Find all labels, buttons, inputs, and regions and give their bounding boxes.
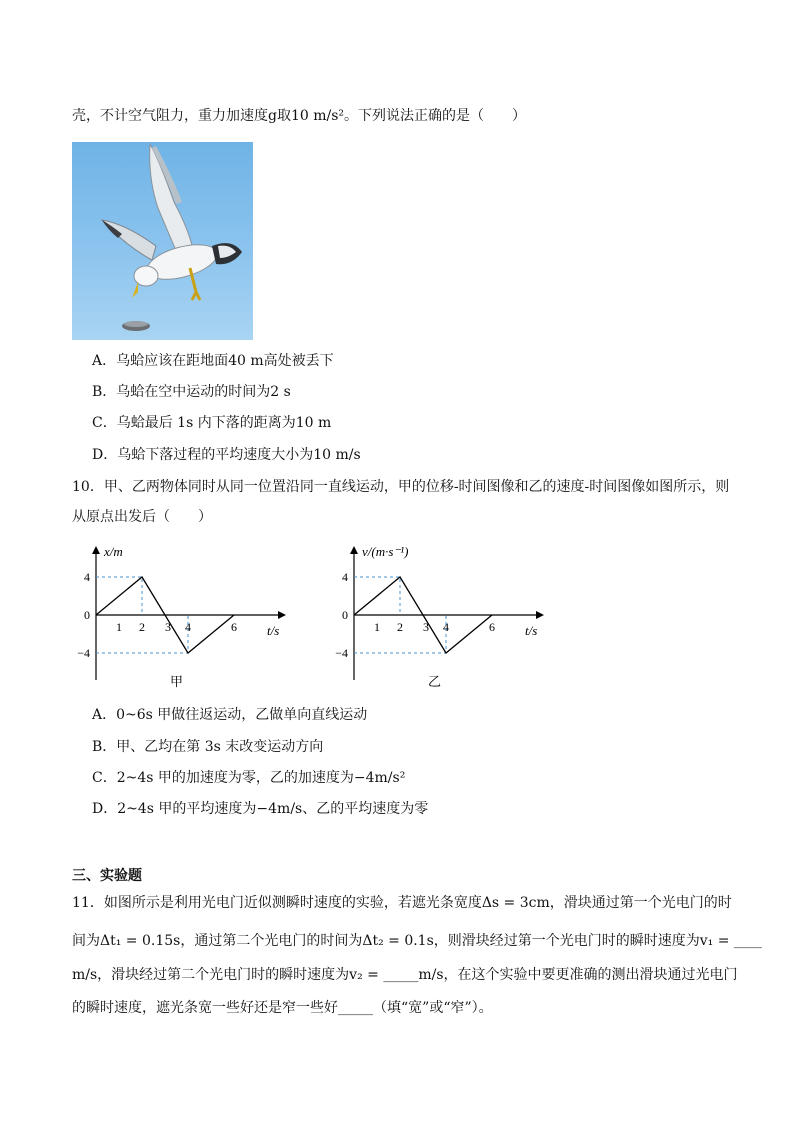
x-tick-label: 6 <box>489 620 495 634</box>
y-axis-arrow <box>92 546 100 554</box>
chart-yi <box>330 538 570 693</box>
q9-option-a: A．乌蛤应该在距地面40 m高处被丢下 <box>92 353 334 369</box>
seagull-photo <box>72 142 253 340</box>
chart-caption: 乙 <box>427 674 442 689</box>
x-tick-label: 6 <box>231 620 237 634</box>
y-axis-label: x/m <box>104 544 123 559</box>
y-axis-arrow <box>350 546 358 554</box>
q9-option-b: B．乌蛤在空中运动的时间为2 s <box>92 384 291 400</box>
y-tick-label: 0 <box>342 608 348 622</box>
chart-jia <box>72 538 312 693</box>
q11-line2: 间为Δt₁ = 0.15s，通过第二个光电门的时间为Δt₂ = 0.1s，则滑块经过第一个光电门时的瞬时速度为v₁ = ____ <box>72 933 762 949</box>
y-tick-label: −4 <box>77 646 90 660</box>
x-axis-label: t/s <box>267 623 280 638</box>
q10-stem-line1: 10．甲、乙两物体同时从同一位置沿同一直线运动，甲的位移-时间图像和乙的速度-时间图像如图所示，则 <box>72 479 730 495</box>
x-axis-arrow <box>536 611 544 619</box>
chart-caption: 甲 <box>169 674 184 689</box>
x-tick-label: 1 <box>116 620 122 634</box>
q11-line4: 的瞬时速度，遮光条宽一些好还是窄一些好_____（填“宽”或“窄”）。 <box>72 1000 493 1016</box>
x-tick-label: 3 <box>165 620 171 634</box>
y-tick-label: 4 <box>342 570 348 584</box>
q10-stem-line2: 从原点出发后（ ） <box>72 509 212 525</box>
q10-option-c: C．2~4s 甲的加速度为零，乙的加速度为−4m/s² <box>92 770 406 786</box>
seagull-illustration <box>72 142 253 340</box>
q10-option-d: D．2~4s 甲的平均速度为−4m/s、乙的平均速度为零 <box>92 801 429 817</box>
x-tick-label: 2 <box>397 620 403 634</box>
x-axis-arrow <box>278 611 286 619</box>
section-title: 三、实验题 <box>72 868 142 884</box>
y-tick-label: 0 <box>84 608 90 622</box>
q10-option-a: A．0~6s 甲做往返运动，乙做单向直线运动 <box>92 707 368 723</box>
q9-option-d: D．乌蛤下落过程的平均速度大小为10 m/s <box>92 447 361 463</box>
x-tick-label: 2 <box>139 620 145 634</box>
y-tick-label: −4 <box>335 646 348 660</box>
q11-line3: m/s，滑块经过第二个光电门时的瞬时速度为v₂ = _____m/s，在这个实验中要更准确的测出滑块通过光电门 <box>72 967 738 983</box>
x-tick-label: 3 <box>423 620 429 634</box>
q9-stem-tail: 壳，不计空气阻力，重力加速度g取10 m/s²。下列说法正确的是（ ） <box>72 108 527 124</box>
x-tick-label: 4 <box>185 620 191 634</box>
q10-option-b: B．甲、乙均在第 3s 末改变运动方向 <box>92 739 324 755</box>
y-axis-label: v/(m·s⁻¹) <box>362 544 409 559</box>
x-tick-label: 1 <box>374 620 380 634</box>
x-axis-label: t/s <box>525 623 538 638</box>
q11-line1: 11．如图所示是利用光电门近似测瞬时速度的实验，若遮光条宽度Δs = 3cm，滑块通过第一个光电门的时 <box>72 895 732 911</box>
q9-option-c: C．乌蛤最后 1s 内下落的距离为10 m <box>92 415 332 431</box>
y-tick-label: 4 <box>84 570 90 584</box>
x-tick-label: 4 <box>443 620 449 634</box>
